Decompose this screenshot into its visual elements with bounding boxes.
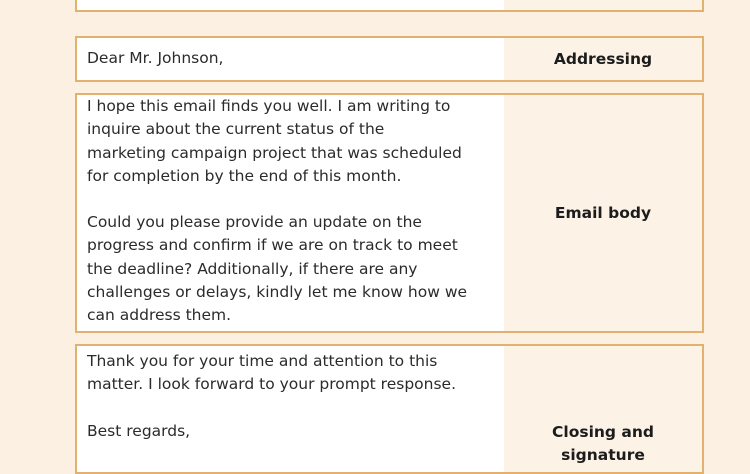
subject-content bbox=[77, 0, 504, 10]
addressing-section bbox=[75, 36, 704, 82]
email-body-section bbox=[75, 93, 704, 333]
closing-paragraph: Thank you for your time and attention to this matter. I look forward to your prompt response. bbox=[87, 352, 457, 394]
signoff-text: Best regards, bbox=[87, 421, 191, 440]
email-body-label: Email body bbox=[554, 204, 652, 222]
addressing-label: Addressing bbox=[553, 50, 653, 68]
closing-section bbox=[75, 344, 704, 474]
subject-label bbox=[504, 0, 702, 10]
paragraph-gap bbox=[87, 188, 504, 211]
body-paragraph-2: Could you please provide an update on the progress and confirm if we are on track to meet the deadline? Additionally, if there are any challenges or delays, kindly let me know how we can address them. bbox=[87, 213, 468, 325]
subject-section bbox=[75, 0, 704, 12]
email-body-content bbox=[77, 95, 504, 331]
body-paragraph-1: I hope this email finds you well. I am writing to inquire about the current status of the marketing campaign project that was scheduled for completion by the end of this month. bbox=[87, 97, 462, 185]
greeting-text: Dear Mr. Johnson, bbox=[87, 49, 224, 67]
closing-content bbox=[77, 346, 504, 472]
addressing-content bbox=[77, 38, 504, 80]
paragraph-gap bbox=[87, 397, 504, 420]
closing-label: Closing and signature bbox=[552, 423, 654, 464]
